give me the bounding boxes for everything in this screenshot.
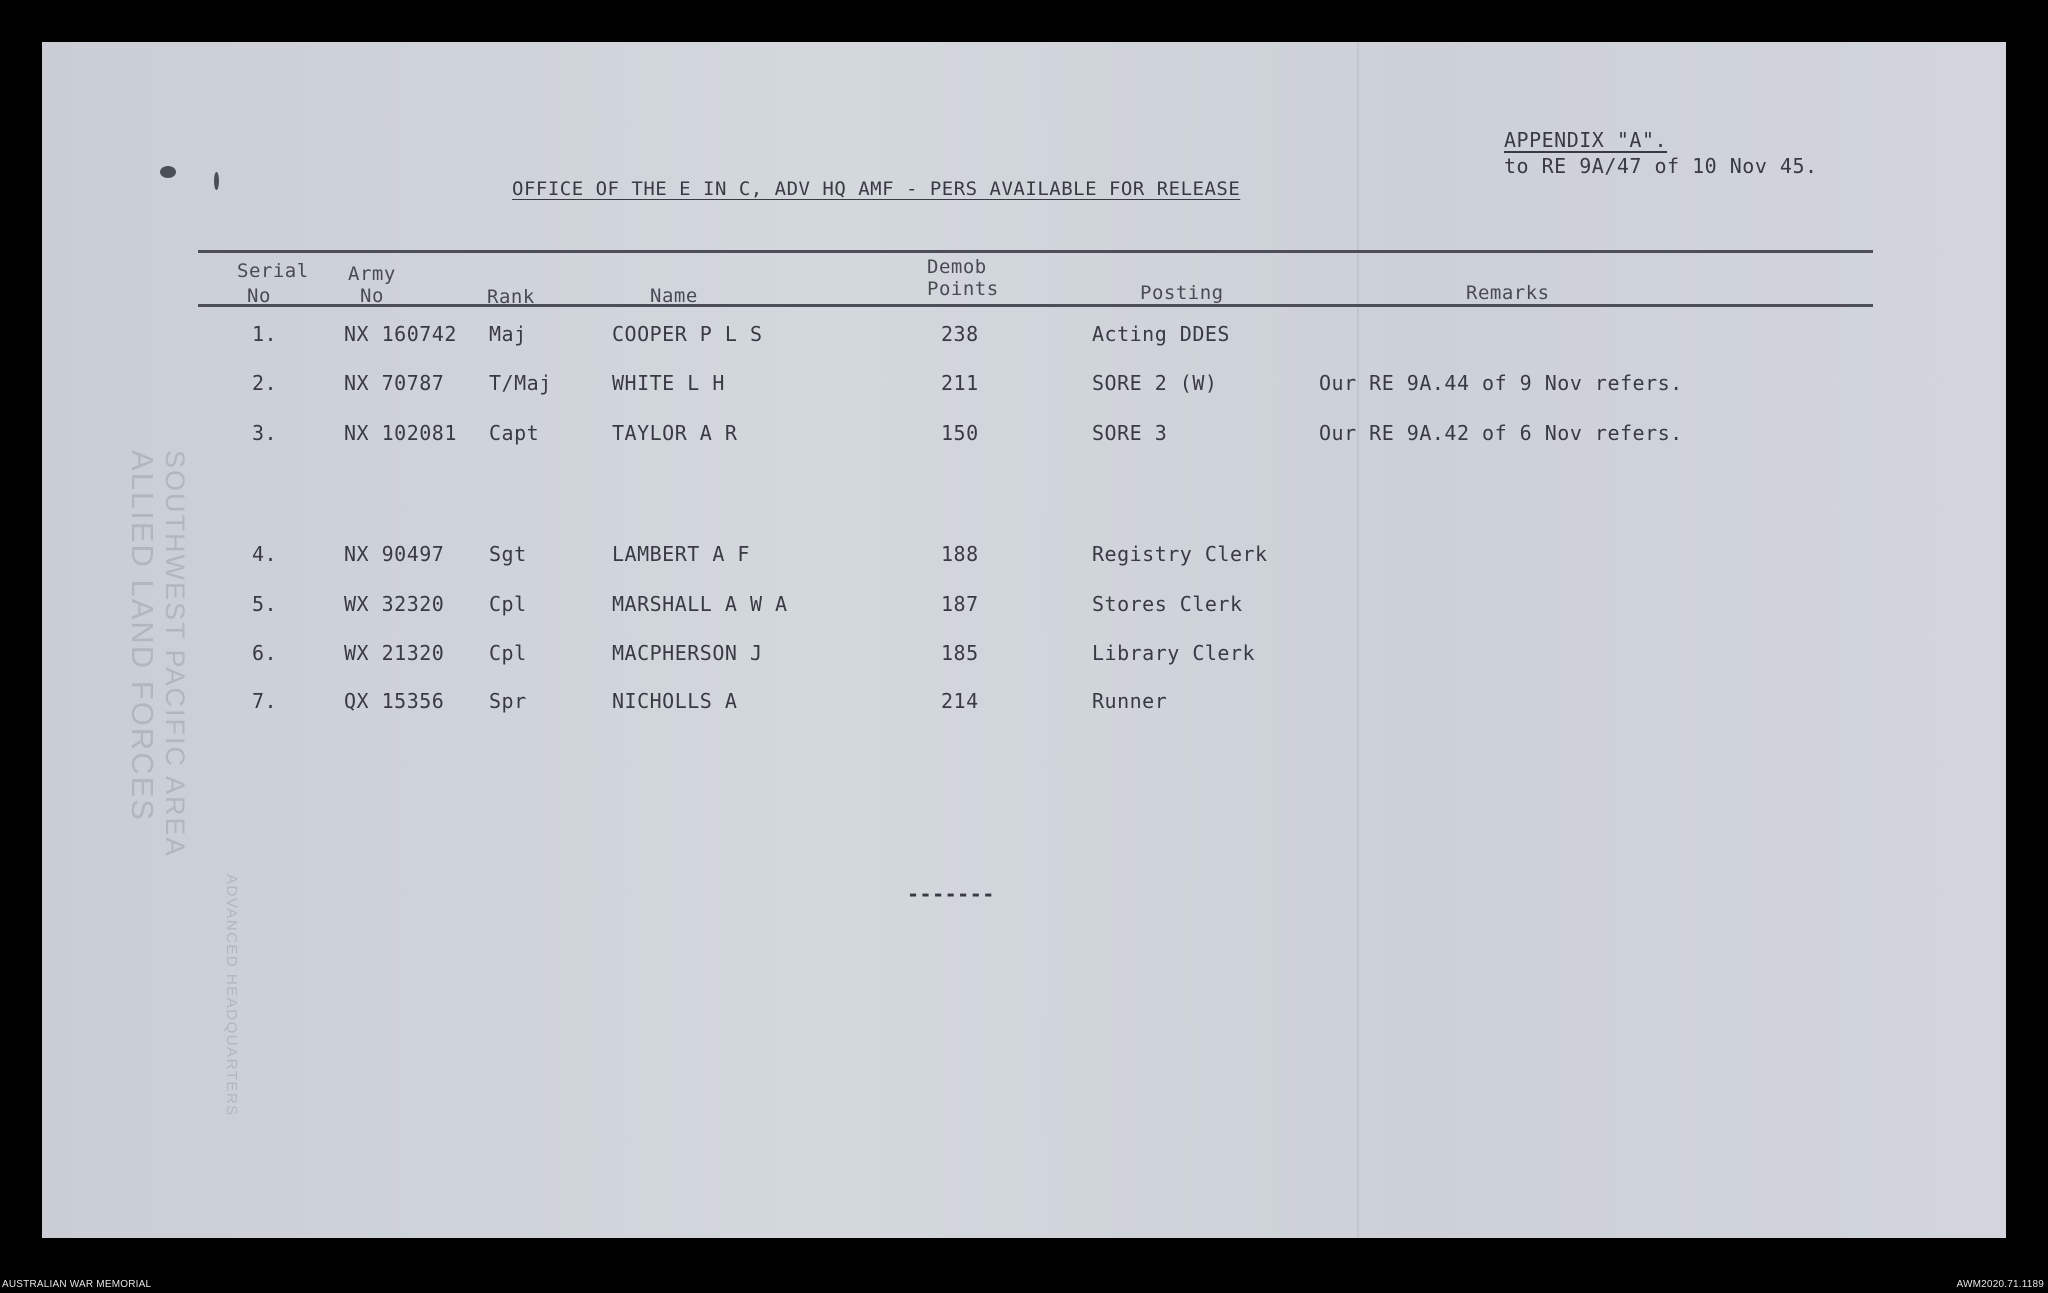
cell-rank: Capt bbox=[489, 421, 540, 445]
cell-name: NICHOLLS A bbox=[612, 689, 738, 713]
header-serial-no: No bbox=[247, 285, 271, 307]
cell-posting: Stores Clerk bbox=[1092, 592, 1243, 616]
cell-serial: 6. bbox=[252, 641, 278, 665]
stamp-line-3: ADVANCED HEADQUARTERS bbox=[223, 874, 240, 1117]
cell-points: 238 bbox=[941, 322, 979, 346]
cell-rank: Spr bbox=[489, 689, 527, 713]
appendix-reference: to RE 9A/47 of 10 Nov 45. bbox=[1504, 154, 1818, 178]
cell-army: NX 90497 bbox=[344, 542, 445, 566]
cell-army: QX 15356 bbox=[344, 689, 445, 713]
cell-army: NX 70787 bbox=[344, 371, 445, 395]
cell-posting: SORE 3 bbox=[1092, 421, 1168, 445]
cell-points: 214 bbox=[941, 689, 979, 713]
cell-army: NX 102081 bbox=[344, 421, 457, 445]
header-army: Army bbox=[348, 263, 396, 285]
document-page bbox=[42, 42, 2006, 1238]
cell-points: 188 bbox=[941, 542, 979, 566]
cell-remarks: Our RE 9A.44 of 9 Nov refers. bbox=[1319, 371, 1683, 395]
cell-rank: T/Maj bbox=[489, 371, 552, 395]
cell-posting: Acting DDES bbox=[1092, 322, 1230, 346]
cell-name: MACPHERSON J bbox=[612, 641, 763, 665]
cell-serial: 4. bbox=[252, 542, 278, 566]
cell-name: WHITE L H bbox=[612, 371, 725, 395]
cell-points: 150 bbox=[941, 421, 979, 445]
cell-name: LAMBERT A F bbox=[612, 542, 750, 566]
cell-rank: Cpl bbox=[489, 641, 527, 665]
cell-posting: Runner bbox=[1092, 689, 1168, 713]
cell-posting: SORE 2 (W) bbox=[1092, 371, 1218, 395]
cell-name: MARSHALL A W A bbox=[612, 592, 788, 616]
cell-serial: 5. bbox=[252, 592, 278, 616]
cell-rank: Maj bbox=[489, 322, 527, 346]
footer-accession: AWM2020.71.1189 bbox=[1956, 1279, 2044, 1290]
punch-hole bbox=[214, 172, 219, 190]
header-points: Points bbox=[927, 278, 999, 300]
cell-name: COOPER P L S bbox=[612, 322, 763, 346]
paper-fold bbox=[1357, 42, 1359, 1238]
table-top-rule bbox=[198, 250, 1873, 253]
table-header-rule bbox=[198, 304, 1873, 307]
end-mark: ------- bbox=[907, 882, 995, 906]
cell-army: WX 21320 bbox=[344, 641, 445, 665]
header-remarks: Remarks bbox=[1466, 282, 1550, 304]
cell-army: WX 32320 bbox=[344, 592, 445, 616]
cell-points: 185 bbox=[941, 641, 979, 665]
stamp-line-2: SOUTHWEST PACIFIC AREA bbox=[160, 450, 190, 858]
page-title: OFFICE OF THE E IN C, ADV HQ AMF - PERS AVAILABLE FOR RELEASE bbox=[512, 178, 1241, 200]
cell-serial: 7. bbox=[252, 689, 278, 713]
cell-rank: Cpl bbox=[489, 592, 527, 616]
appendix-label: APPENDIX "A". bbox=[1504, 128, 1668, 152]
cell-army: NX 160742 bbox=[344, 322, 457, 346]
cell-serial: 1. bbox=[252, 322, 278, 346]
stamp-line-1: ALLIED LAND FORCES bbox=[125, 450, 160, 822]
header-rank: Rank bbox=[487, 286, 535, 308]
header-serial: Serial bbox=[237, 260, 309, 282]
cell-points: 211 bbox=[941, 371, 979, 395]
cell-posting: Registry Clerk bbox=[1092, 542, 1268, 566]
cell-name: TAYLOR A R bbox=[612, 421, 738, 445]
cell-serial: 2. bbox=[252, 371, 278, 395]
cell-rank: Sgt bbox=[489, 542, 527, 566]
cell-posting: Library Clerk bbox=[1092, 641, 1256, 665]
header-army-no: No bbox=[360, 285, 384, 307]
cell-remarks: Our RE 9A.42 of 6 Nov refers. bbox=[1319, 421, 1683, 445]
header-demob: Demob bbox=[927, 256, 987, 278]
footer-source: AUSTRALIAN WAR MEMORIAL bbox=[2, 1279, 152, 1290]
cell-points: 187 bbox=[941, 592, 979, 616]
header-posting: Posting bbox=[1140, 282, 1224, 304]
punch-hole bbox=[160, 166, 176, 178]
header-name: Name bbox=[650, 285, 698, 307]
cell-serial: 3. bbox=[252, 421, 278, 445]
